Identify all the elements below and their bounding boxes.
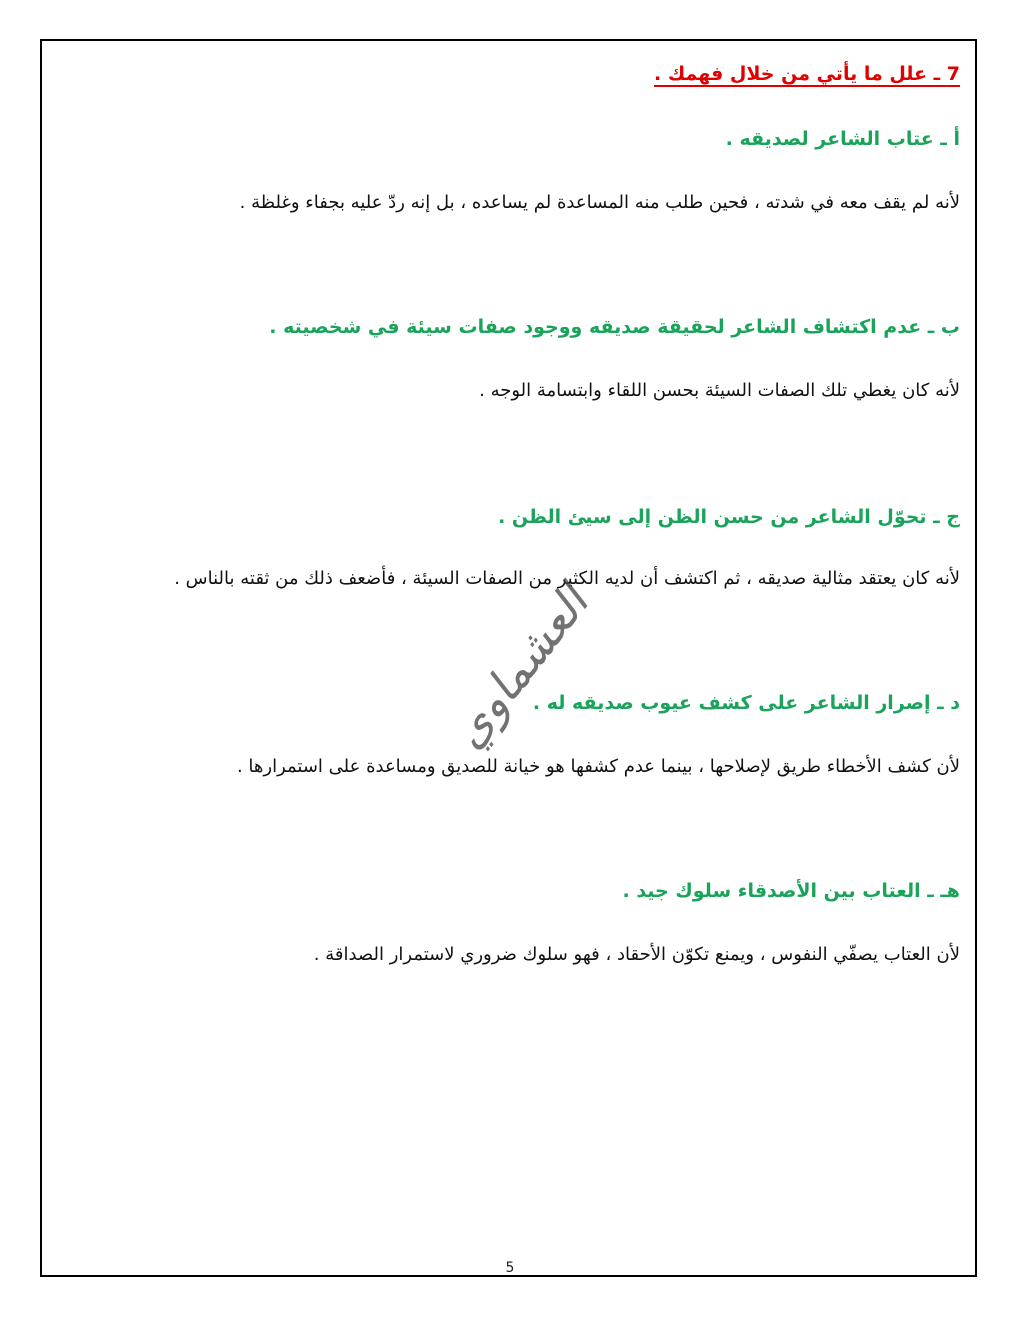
watermark-signature: العشماوي bbox=[440, 575, 599, 759]
answer-e: لأن العتاب يصفّي النفوس ، ويمنع تكوّن الأحقاد ، فهو سلوك ضروري لاستمرار الصداقة . bbox=[313, 944, 960, 965]
answer-a: لأنه لم يقف معه في شدته ، فحين طلب منه المساعدة لم يساعده ، بل إنه ردّ عليه بجفاء وغلظة . bbox=[239, 192, 960, 213]
answer-b: لأنه كان يغطي تلك الصفات السيئة بحسن اللقاء وابتسامة الوجه . bbox=[479, 380, 960, 401]
question-d: د ـ إصرار الشاعر على كشف عيوب صديقه له . bbox=[532, 692, 960, 714]
question-a: أ ـ عتاب الشاعر لصديقه . bbox=[725, 128, 960, 150]
question-c: ج ـ تحوّل الشاعر من حسن الظن إلى سيئ الظن . bbox=[498, 506, 960, 528]
answer-d: لأن كشف الأخطاء طريق لإصلاحها ، بينما عدم كشفها هو خيانة للصديق ومساعدة على استمرارها . bbox=[236, 756, 960, 777]
answer-c: لأنه كان يعتقد مثالية صديقه ، ثم اكتشف أن لديه الكثير من الصفات السيئة ، فأضعف ذلك من ثقته بالناس . bbox=[174, 568, 960, 589]
page-number: 5 bbox=[505, 1260, 515, 1276]
section-title: 7 ـ علل ما يأتي من خلال فهمك . bbox=[654, 63, 960, 85]
question-e: هـ ـ العتاب بين الأصدقاء سلوك جيد . bbox=[622, 880, 960, 902]
question-b: ب ـ عدم اكتشاف الشاعر لحقيقة صديقه ووجود صفات سيئة في شخصيته . bbox=[269, 316, 960, 338]
